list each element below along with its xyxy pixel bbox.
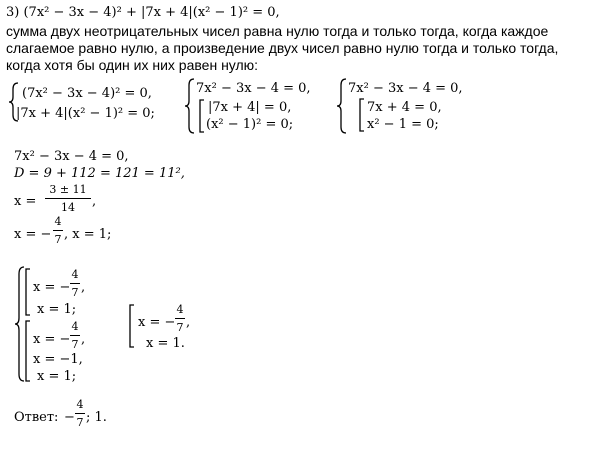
roots-x1-denominator: 7	[54, 233, 62, 246]
result-denominator: 7	[176, 321, 184, 334]
result-comma: ,	[186, 315, 191, 330]
quadratic-equation: 7x² − 3x − 4 = 0,	[14, 149, 129, 164]
x-formula-label: x =	[14, 194, 37, 209]
combined-b-numerator: 4	[71, 320, 79, 333]
set-bracket-2	[198, 99, 206, 133]
combined-bracket-a	[24, 268, 32, 316]
system2-line-3: (x² − 1)² = 0;	[206, 117, 294, 132]
system1-line-2: |7x + 4|(x² − 1)² = 0;	[16, 106, 155, 121]
x-formula-comma: ,	[92, 194, 97, 209]
roots-x1-fraction-bar	[53, 230, 63, 231]
combined-b-comma: ,	[81, 332, 86, 347]
combined-a-denominator: 7	[71, 286, 79, 299]
system3-line-1: 7x² − 3x − 4 = 0,	[348, 81, 463, 96]
answer-minus: −	[64, 410, 75, 425]
set-bracket-3	[358, 98, 366, 132]
x-formula-numerator: 3 ± 11	[49, 183, 87, 196]
result-x-label: x = −	[138, 315, 176, 330]
answer-denominator: 7	[76, 416, 84, 429]
combined-b-denominator: 7	[71, 338, 79, 351]
system2-line-2: |7x + 4| = 0,	[208, 100, 292, 115]
answer-label: Ответ:	[14, 410, 59, 425]
combined-a-numerator: 4	[71, 268, 79, 281]
x-formula-fraction-bar	[45, 198, 91, 199]
combined-a-line-2: x = 1;	[37, 302, 77, 317]
explanation-line-3: когда хотя бы один их них равен нулю:	[6, 57, 259, 73]
result-bracket	[128, 304, 136, 348]
combined-a-fraction-bar	[70, 283, 80, 284]
answer-rest: ; 1.	[86, 410, 107, 425]
result-fraction-bar	[175, 318, 185, 319]
explanation-line-1: сумма двух неотрицательных чисел равна нулю тогда и только тогда, когда каждое	[6, 23, 549, 39]
combined-b-line-2: x = −1,	[33, 352, 83, 367]
combined-a-x-label: x = −	[33, 280, 71, 295]
main-equation: 3) (7x² − 3x − 4)² + |7x + 4|(x² − 1)² = 0,	[6, 5, 280, 20]
roots-x1-numerator: 4	[54, 215, 62, 228]
combined-b-fraction-bar	[70, 335, 80, 336]
combined-a-comma: ,	[81, 280, 86, 295]
system2-line-1: 7x² − 3x − 4 = 0,	[196, 81, 311, 96]
answer-fraction-bar	[75, 413, 85, 414]
combined-b-x-label: x = −	[33, 332, 71, 347]
explanation-line-2: слагаемое равно нулю, а произведение двух чисел равно нулю тогда и только тогда,	[6, 40, 559, 56]
roots-x1-label: x = −	[14, 227, 52, 242]
roots-rest: , x = 1;	[64, 227, 112, 242]
answer-numerator: 4	[76, 398, 84, 411]
system3-line-3: x² − 1 = 0;	[367, 117, 439, 132]
x-formula-denominator: 14	[61, 201, 75, 214]
combined-b-line-3: x = 1;	[37, 369, 77, 384]
result-line-2: x = 1.	[146, 336, 185, 351]
system3-line-2: 7x + 4 = 0,	[367, 100, 442, 115]
system1-line-1: (7x² − 3x − 4)² = 0,	[22, 86, 152, 101]
discriminant: D = 9 + 112 = 121 = 11²,	[14, 166, 185, 181]
result-numerator: 4	[176, 303, 184, 316]
combined-bracket-b	[24, 320, 32, 382]
